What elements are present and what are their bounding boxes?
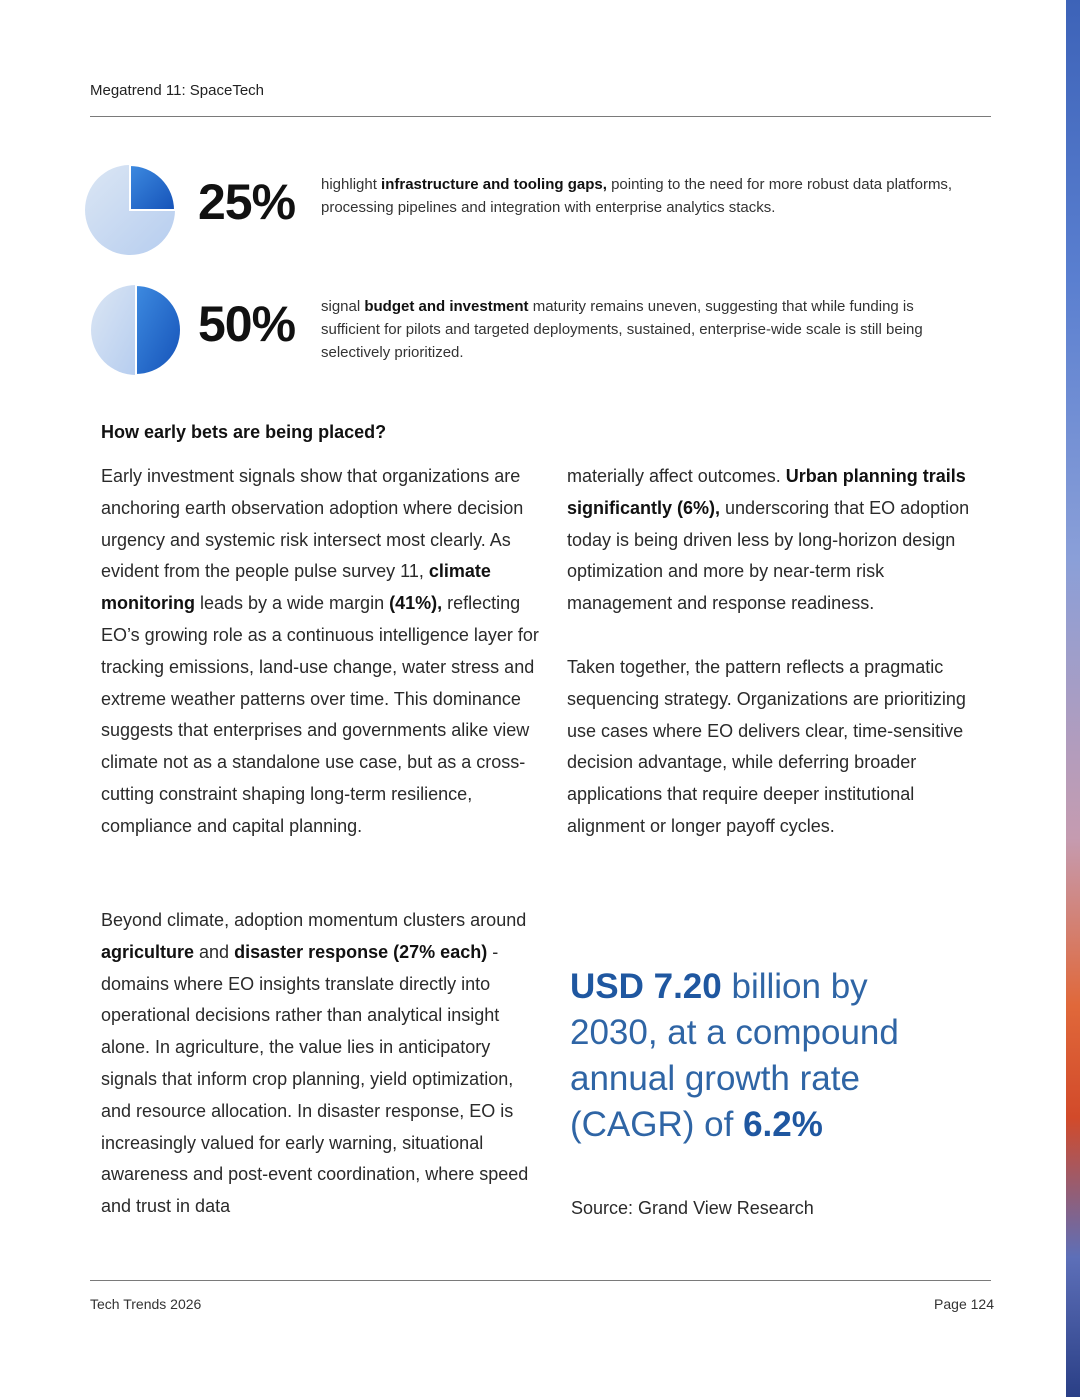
header-rule [90,116,991,117]
body-right-paragraph-1: materially affect outcomes. Urban planning trails significantly (6%), underscoring that EO adoption today is being driven less by long-horizon design optimization and more by near-term risk management and response readiness. [567,466,970,614]
pie-chart-25 [84,164,176,256]
pie-slice-remainder [91,285,136,375]
footer-publication: Tech Trends 2026 [90,1296,202,1312]
body-right-paragraph-2: Taken together, the pattern reflects a pragmatic sequencing strategy. Organizations are prioritizing use cases where EO delivers clear, time-sensitive decision advantage, while deferring broader applications that require deeper institutional alignment or longer payoff cycles. [567,657,966,836]
pie-slice-value [130,165,175,210]
decorative-edge-strip [1066,0,1080,1397]
running-header: Megatrend 11: SpaceTech [90,82,265,99]
stat-percent-50: 50% [198,296,296,352]
section-heading: How early bets are being placed? [101,422,387,442]
page-number: Page 124 [934,1296,994,1312]
market-size-callout: USD 7.20 billion by 2030, at a compound annual growth rate (CAGR) of 6.2% [570,967,899,1144]
body-left-paragraph-2: Beyond climate, adoption momentum clusters around agriculture and disaster response (27% each) - domains where EO insights translate directly into operational decisions rather than analytical insight alone. In agriculture, the value lies in anticipatory signals that inform crop planning, yield optimization, and resource allocation. In disaster response, EO is increasingly valued for early warning, situational awareness and post-event coordination, where speed and trust in data [101,910,529,1217]
stat-description-2: signal budget and investment maturity remains uneven, suggesting that while funding is sufficient for pilots and targeted deployments, sustained, enterprise-wide scale is still being selectively prioritized. [321,298,923,361]
pie-slice-value [136,285,181,375]
body-left-paragraph-1: Early investment signals show that organizations are anchoring earth observation adoption where decision urgency and systemic risk intersect most clearly. As evident from the people pulse survey 11, climate monitoring leads by a wide margin (41%), reflecting EO’s growing role as a continuous intelligence layer for tracking emissions, land-use change, water stress and extreme weather patterns over time. This dominance suggests that enterprises and governments alike view climate not as a standalone use case, but as a cross-cutting constraint shaping long-term resilience, compliance and capital planning. [101,466,539,836]
callout-source: Source: Grand View Research [571,1198,814,1218]
pie-chart-50 [90,284,182,376]
stat-percent-25: 25% [198,174,296,230]
footer-rule [90,1280,991,1281]
stat-description-1: highlight infrastructure and tooling gaps, pointing to the need for more robust data platforms, processing pipelines and integration with enterprise analytics stacks. [321,176,953,216]
